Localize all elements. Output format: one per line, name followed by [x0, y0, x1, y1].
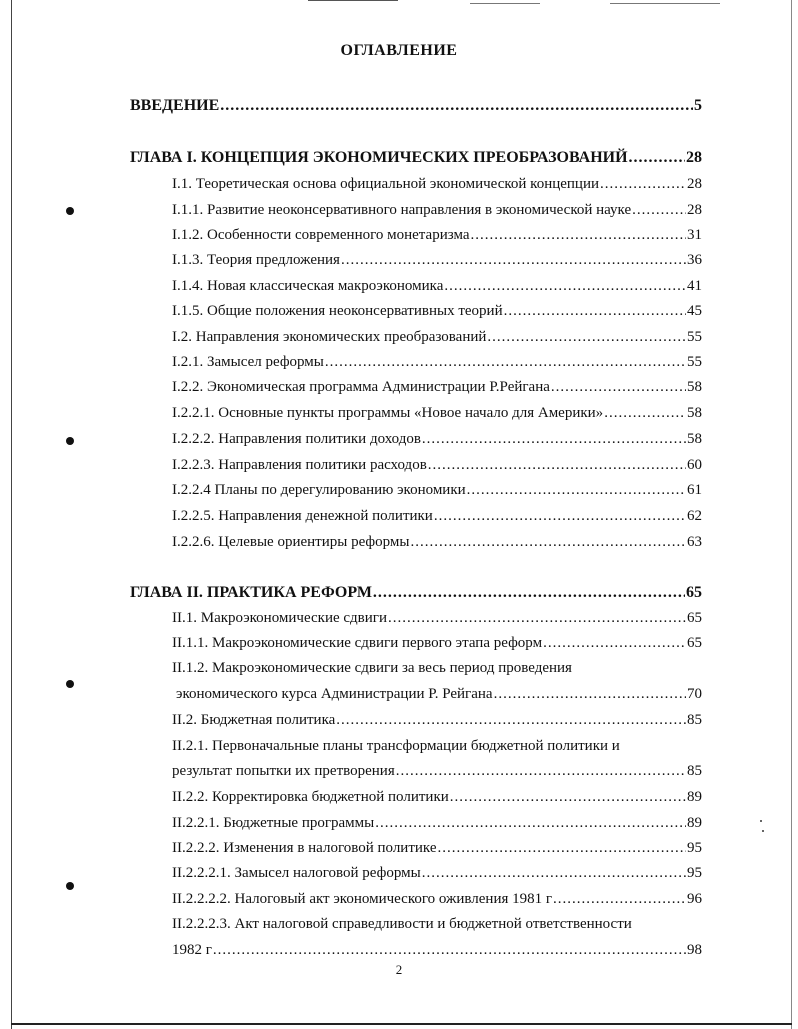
toc-entry-intro	[130, 96, 702, 116]
toc-entry-label: II.1.1. Макроэкономические сдвиги первого этапа реформ	[172, 635, 543, 651]
toc-entry-page: 55	[687, 329, 702, 345]
dot-leader	[213, 940, 686, 960]
page-right-edge	[791, 0, 792, 1029]
dot-leader	[600, 174, 686, 194]
dot-leader	[444, 276, 686, 296]
toc-entry	[172, 276, 702, 296]
dot-leader	[629, 148, 685, 168]
toc-entry-label: I.2.2.6. Целевые ориентиры реформы	[172, 534, 410, 550]
toc-entry-label: II.1. Макроэкономические сдвиги	[172, 610, 387, 626]
page-title: ОГЛАВЛЕНИЕ	[340, 42, 458, 59]
dot-leader	[373, 583, 685, 603]
dot-leader	[632, 200, 686, 220]
toc-entry-label: ВВЕДЕНИЕ	[130, 97, 220, 114]
toc-entry	[172, 608, 702, 628]
toc-entry	[172, 200, 702, 220]
toc-entry-page: 58	[687, 431, 702, 447]
toc-entry	[172, 480, 702, 500]
toc-entry-page: 28	[687, 202, 702, 218]
toc-entry-label-line1: II.2.2.2.3. Акт налоговой справедливости и бюджетной ответственности	[172, 916, 632, 932]
toc-entry-page: 98	[687, 942, 702, 958]
toc-entry-label: I.1.5. Общие положения неоконсервативных теорий	[172, 303, 503, 319]
dot-leader	[375, 813, 686, 833]
toc-entry	[172, 710, 702, 730]
toc-entry-page: 62	[687, 508, 702, 524]
dot-leader	[551, 377, 686, 397]
dot-leader	[467, 480, 686, 500]
toc-entry-label-line1: II.2.1. Первоначальные планы трансформации бюджетной политики и	[172, 738, 620, 754]
toc-entry-page: 28	[687, 176, 702, 192]
page-number: 2	[395, 962, 403, 977]
toc-entry-page: 63	[687, 534, 702, 550]
toc-entry-page: 45	[687, 303, 702, 319]
toc-entry	[176, 684, 702, 704]
toc-entry-page: 95	[687, 840, 702, 856]
toc-entry-page: 28	[686, 149, 702, 166]
dot-leader	[487, 327, 686, 347]
dot-leader	[220, 96, 693, 116]
toc-entry-page: 58	[687, 405, 702, 421]
punch-hole-mark	[66, 437, 74, 445]
scan-speck	[760, 820, 762, 822]
toc-entry-page: 65	[687, 635, 702, 651]
punch-hole-mark	[66, 680, 74, 688]
toc-entry-label: I.1.1. Развитие неоконсервативного направления в экономической науке	[172, 202, 632, 218]
toc-entry-chapter-2	[130, 583, 702, 603]
toc-entry	[172, 455, 702, 475]
toc-entry	[172, 327, 702, 347]
toc-entry-page: 70	[687, 686, 702, 702]
toc-entry	[172, 429, 702, 449]
dot-leader	[422, 863, 686, 883]
toc-entry-label: II.2.2.2.2. Налоговый акт экономического оживления 1981 г	[172, 891, 553, 907]
toc-entry-page: 89	[687, 815, 702, 831]
toc-entry	[172, 403, 702, 423]
toc-entry-label: I.2.2.3. Направления политики расходов	[172, 457, 427, 473]
toc-entry	[172, 225, 702, 245]
scan-speck	[762, 830, 764, 832]
toc-entry-label: I.2. Направления экономических преобразований	[172, 329, 487, 345]
toc-entry-label: I.2.1. Замысел реформы	[172, 354, 324, 370]
toc-entry	[172, 506, 702, 526]
dot-leader	[434, 506, 686, 526]
toc-entry-label: II.2.2.2. Изменения в налоговой политике	[172, 840, 437, 856]
toc-entry-label: II.2.2. Корректировка бюджетной политики	[172, 789, 449, 805]
toc-entry	[172, 761, 702, 781]
toc-entry-page: 31	[687, 227, 702, 243]
toc-entry-label: II.2.2.2.1. Замысел налоговой реформы	[172, 865, 421, 881]
toc-entry-page: 5	[694, 97, 702, 114]
dot-leader	[410, 532, 686, 552]
page-bottom-edge	[11, 1023, 792, 1025]
toc-entry-page: 55	[687, 354, 702, 370]
toc-entry-label-line1: II.1.2. Макроэкономические сдвиги за весь период проведения	[172, 660, 572, 676]
dot-leader	[604, 403, 686, 423]
toc-entry-page: 65	[687, 610, 702, 626]
dot-leader	[504, 301, 686, 321]
dot-leader	[325, 352, 686, 372]
dot-leader	[336, 710, 686, 730]
toc-entry-page: 36	[687, 252, 702, 268]
toc-entry-page: 41	[687, 278, 702, 294]
toc-entry-page: 95	[687, 865, 702, 881]
toc-entry-page: 58	[687, 379, 702, 395]
toc-entry-label: I.2.2.1. Основные пункты программы «Новое начало для Америки»	[172, 405, 604, 421]
toc-entry	[172, 633, 702, 653]
toc-entry	[172, 813, 702, 833]
toc-entry	[172, 174, 702, 194]
toc-entry-label: 1982 г	[172, 942, 212, 958]
dot-leader	[450, 787, 686, 807]
toc-entry-label: результат попытки их претворения	[172, 763, 395, 779]
toc-entry-chapter-1	[130, 148, 702, 168]
toc-entry	[172, 889, 702, 909]
toc-entry-label: I.1.3. Теория предложения	[172, 252, 340, 268]
toc-entry-page: 96	[687, 891, 702, 907]
toc-entry-label: ГЛАВА II. ПРАКТИКА РЕФОРМ	[130, 584, 372, 601]
dot-leader	[553, 889, 686, 909]
dot-leader	[388, 608, 686, 628]
toc-entry	[172, 352, 702, 372]
toc-entry-page: 60	[687, 457, 702, 473]
dot-leader	[428, 455, 686, 475]
toc-entry	[172, 838, 702, 858]
toc-entry-label: I.2.2.2. Направления политики доходов	[172, 431, 421, 447]
toc-entry-label: II.2. Бюджетная политика	[172, 712, 336, 728]
toc-entry-label: ГЛАВА I. КОНЦЕПЦИЯ ЭКОНОМИЧЕСКИХ ПРЕОБРАЗОВАНИЙ	[130, 149, 628, 166]
toc-entry	[172, 377, 702, 397]
punch-hole-mark	[66, 207, 74, 215]
toc-entry	[172, 532, 702, 552]
dot-leader	[471, 225, 687, 245]
page-left-edge	[11, 0, 12, 1029]
toc-entry-label: I.1.4. Новая классическая макроэкономика	[172, 278, 444, 294]
toc-entry	[172, 863, 702, 883]
toc-entry	[172, 301, 702, 321]
toc-entry-page: 85	[687, 763, 702, 779]
punch-hole-mark	[66, 882, 74, 890]
scan-edge-top	[308, 0, 398, 1]
toc-entry	[172, 940, 702, 960]
toc-entry-page: 85	[687, 712, 702, 728]
toc-entry-label: II.2.2.1. Бюджетные программы	[172, 815, 375, 831]
toc-entry-page: 89	[687, 789, 702, 805]
toc-entry-page: 61	[687, 482, 702, 498]
dot-leader	[543, 633, 686, 653]
dot-leader	[396, 761, 686, 781]
toc-entry-label: I.1.2. Особенности современного монетаризма	[172, 227, 470, 243]
scan-edge-top	[470, 3, 540, 4]
toc-entry-label: I.1. Теоретическая основа официальной экономической концепции	[172, 176, 600, 192]
toc-entry-label: I.2.2.5. Направления денежной политики	[172, 508, 433, 524]
toc-entry	[172, 250, 702, 270]
dot-leader	[341, 250, 686, 270]
dot-leader	[438, 838, 687, 858]
toc-entry-label: экономического курса Администрации Р. Рейгана	[176, 686, 493, 702]
dot-leader	[494, 684, 686, 704]
dot-leader	[422, 429, 686, 449]
toc-entry-label: I.2.2.4 Планы по дерегулированию экономики	[172, 482, 466, 498]
scan-edge-top	[610, 3, 720, 4]
toc-entry-label: I.2.2. Экономическая программа Администрации Р.Рейгана	[172, 379, 550, 395]
toc-entry-page: 65	[686, 584, 702, 601]
toc-entry	[172, 787, 702, 807]
